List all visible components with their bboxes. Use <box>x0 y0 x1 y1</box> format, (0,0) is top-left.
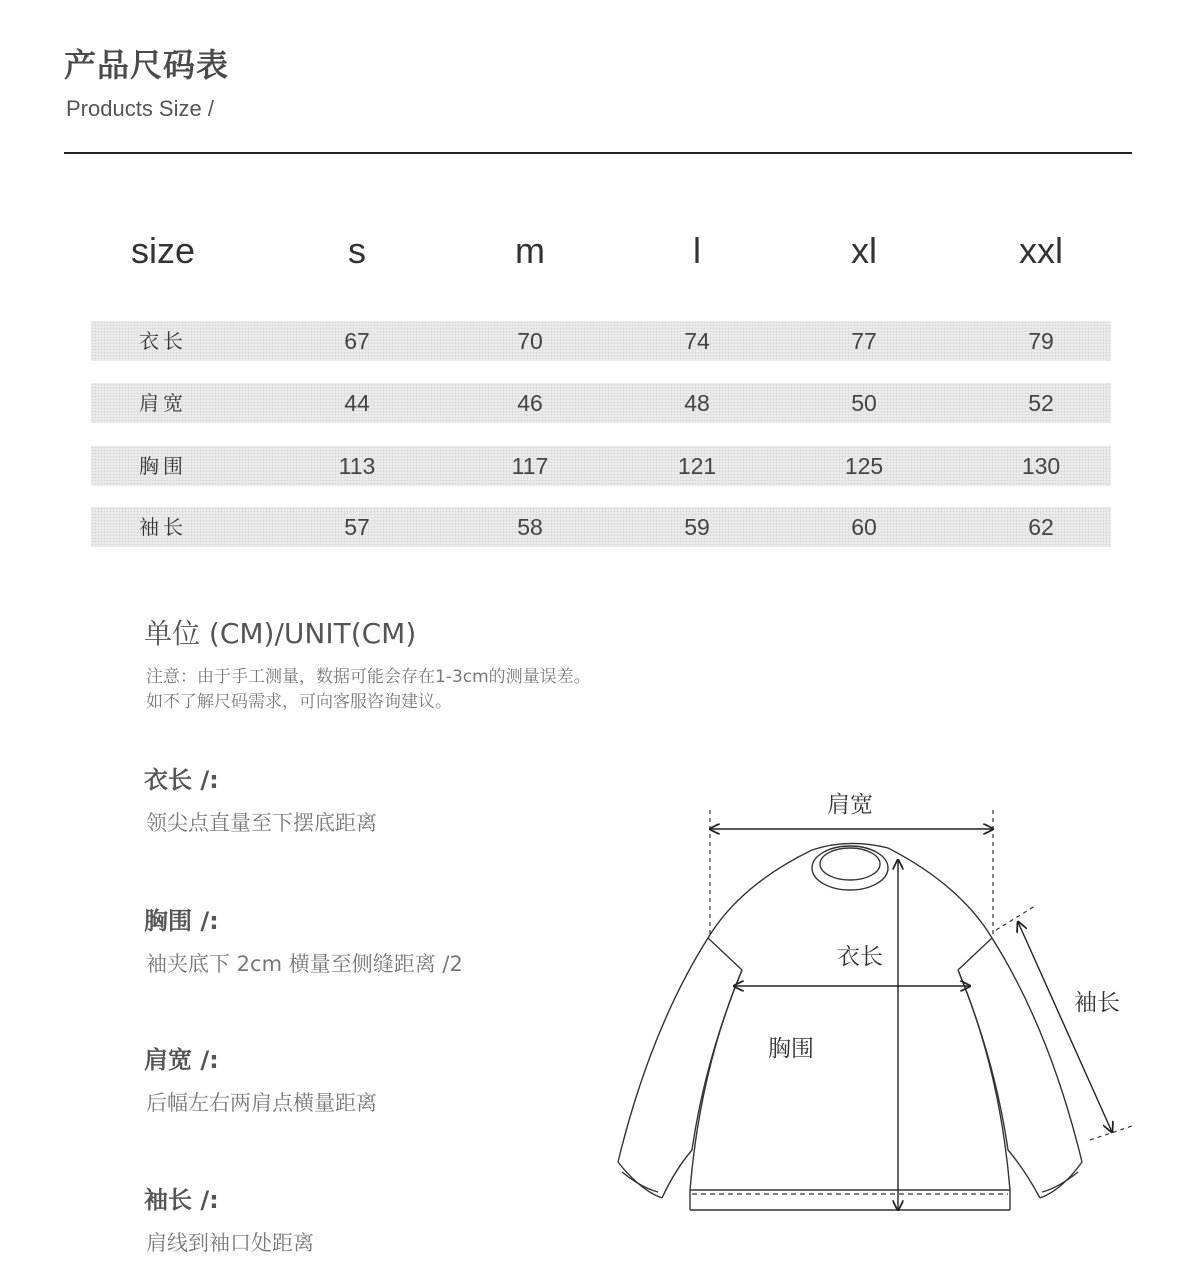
row-label-shoulder: 肩宽 <box>139 391 187 415</box>
table-cell: 44 <box>344 390 370 416</box>
table-cell: 117 <box>511 453 549 479</box>
definition-desc-length: 领尖点直量至下摆底距离 <box>146 811 377 835</box>
row-label-length: 衣长 <box>139 329 187 353</box>
page-subtitle: Products Size / <box>66 96 214 121</box>
definition-desc-chest: 袖夹底下 2cm 横量至侧缝距离 /2 <box>146 952 463 976</box>
definition-term-sleeve: 袖长 /: <box>144 1186 219 1214</box>
definition-term-length: 衣长 /: <box>144 766 219 794</box>
column-header-l: l <box>693 230 701 271</box>
table-cell: 50 <box>851 390 877 416</box>
row-label-sleeve: 袖长 <box>139 515 187 539</box>
table-cell: 57 <box>344 514 370 540</box>
table-cell: 113 <box>338 453 376 479</box>
table-cell: 62 <box>1028 514 1054 540</box>
column-header-xl: xl <box>851 230 877 271</box>
chest-label: 胸围 <box>768 1036 814 1062</box>
definition-desc-sleeve: 肩线到袖口处距离 <box>146 1231 314 1255</box>
table-cell: 52 <box>1028 390 1054 416</box>
sleeve-guide-top <box>996 906 1035 930</box>
table-cell: 67 <box>344 328 370 354</box>
column-header-xxl: xxl <box>1019 230 1063 271</box>
table-cell: 77 <box>851 328 877 354</box>
table-cell: 46 <box>517 390 543 416</box>
measurement-note: 注意：由于手工测量，数据可能会存在1-3cm的测量误差。 <box>146 667 591 687</box>
table-cell: 74 <box>684 328 710 354</box>
table-row <box>91 383 1111 423</box>
header-divider <box>64 152 1132 154</box>
shoulder-width-label: 肩宽 <box>827 792 873 818</box>
table-row <box>91 507 1111 547</box>
column-header-m: m <box>515 230 545 271</box>
sleeve-guide-bottom <box>1090 1125 1135 1140</box>
table-cell: 79 <box>1028 328 1054 354</box>
definition-term-chest: 胸围 /: <box>144 907 219 935</box>
table-cell: 59 <box>684 514 710 540</box>
table-cell: 121 <box>677 453 717 479</box>
table-cell: 70 <box>517 328 543 354</box>
table-cell: 60 <box>851 514 877 540</box>
table-row <box>91 446 1111 486</box>
table-cell: 125 <box>844 453 884 479</box>
row-label-chest: 胸围 <box>139 454 187 478</box>
page-title: 产品尺码表 <box>64 46 230 84</box>
column-header-s: s <box>348 230 366 271</box>
table-row <box>91 321 1111 361</box>
sweatshirt-outline <box>618 843 1082 1210</box>
table-cell: 130 <box>1021 453 1061 479</box>
table-cell: 58 <box>517 514 543 540</box>
definition-desc-shoulder: 后幅左右两肩点横量距离 <box>146 1091 377 1115</box>
body-length-label: 衣长 <box>837 944 883 970</box>
column-header-size: size <box>130 230 196 271</box>
definition-term-shoulder: 肩宽 /: <box>144 1046 219 1074</box>
sleeve-length-label: 袖长 <box>1074 990 1120 1016</box>
unit-label: 单位 (CM)/UNIT(CM) <box>144 617 417 650</box>
table-cell: 48 <box>684 390 710 416</box>
sweatshirt-measurement-diagram <box>600 780 1160 1240</box>
size-advice-note: 如不了解尺码需求，可向客服咨询建议。 <box>146 692 452 712</box>
